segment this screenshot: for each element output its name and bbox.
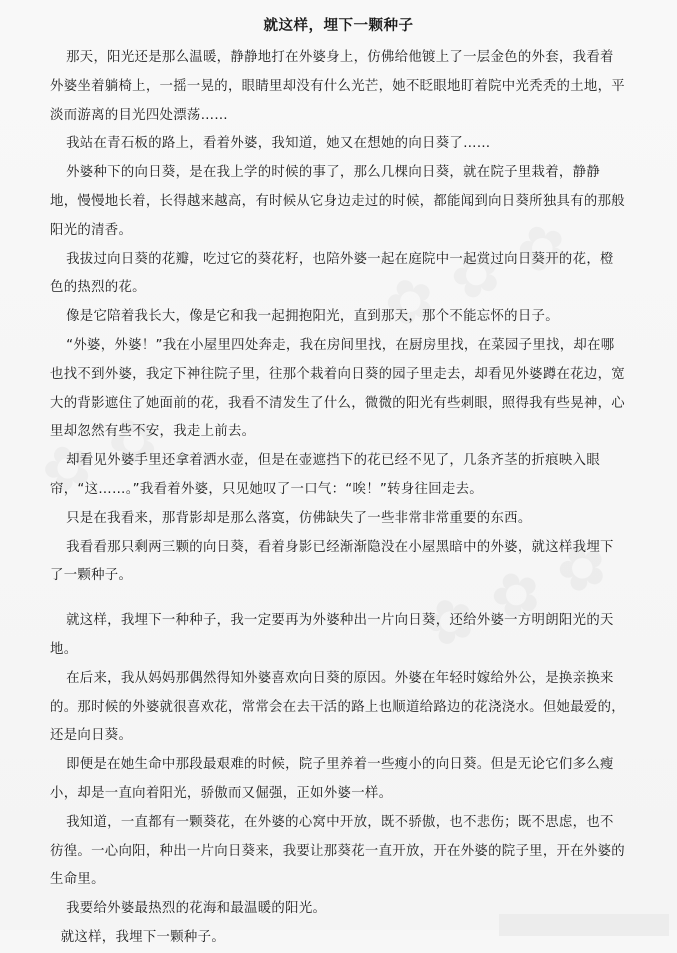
paragraph: 我拔过向日葵的花瓣，吃过它的葵花籽，也陪外婆一起在庭院中一起赏过向日葵开的花，橙色的热烈的花。	[50, 251, 614, 296]
paragraph: 只是在我看来，那背影却是那么落寞，仿佛缺失了一些非常非常重要的东西。	[66, 510, 532, 526]
paragraph: “外婆，外婆！”我在小屋里四处奔走，我在房间里找，在厨房里找，在菜园子里找，却在哪也找不到外婆，我定下神往院子里，往那个栽着向日葵的园子里走去，却看见外婆蹲在花边，宽大的背影遮住了她面前的花，我看不清发生了什么，微微的阳光有些刺眼，照得我有些晃神，心里却忽然有些不安，我走上前去。	[50, 337, 626, 440]
paragraph: 我要给外婆最热烈的花海和最温暖的阳光。	[66, 901, 327, 917]
document-body	[50, 44, 625, 953]
document-title: 就这样，埋下一颗种子	[263, 18, 414, 34]
paragraph: 那天，阳光还是那么温暖，静静地打在外婆身上，仿佛给他镀上了一层金色的外套，我看着外婆坐着躺椅上，一摇一晃的，眼睛里却没有什么光芒，她不眨眼地盯着院中光秃秃的土地，平淡而游离的目光四处漂荡……	[50, 50, 626, 123]
paragraph: 就这样，我埋下一颗种子。	[60, 929, 226, 945]
corner-logo-fragment	[499, 914, 669, 936]
paragraph: 即便是在她生命中那段最艰难的时候，院子里养着一些瘦小的向日葵。但是无论它们多么瘦小，却是一直向着阳光，骄傲而又倔强，正如外婆一样。	[50, 757, 614, 801]
paragraph: 我站在青石板的路上，看着外婆，我知道，她又在想她的向日葵了……	[66, 136, 491, 152]
paragraph: 外婆种下的向日葵，是在我上学的时候的事了，那么几棵向日葵，就在院子里栽着，静静地，慢慢地长着，长得越来越高，有时候从它身边走过的时候，都能闻到向日葵所独具有的那般阳光的清香。	[50, 165, 626, 238]
paragraph: 却看见外婆手里还拿着洒水壶，但是在壶遮挡下的花已经不见了，几条齐茎的折痕映入眼帘，“这……。”我看着外婆，只见她叹了一口气：“唉！”转身往回走去。	[50, 453, 601, 497]
paragraph: 像是它陪着我长大，像是它和我一起拥抱阳光，直到那天，那个不能忘怀的日子。	[66, 309, 559, 325]
paragraph: 我看看那只剩两三颗的向日葵，看着身影已经渐渐隐没在小屋黑暗中的外婆，就这样我埋下了一颗种子。	[50, 539, 614, 584]
paragraph: 我知道，一直都有一颗葵花，在外婆的心窝中开放，既不骄傲，也不悲伤；既不思虑，也不彷徨。一心向阳，种出一片向日葵来，我要让那葵花一直开放，开在外婆的院子里，开在外婆的生命里。	[50, 814, 626, 888]
paragraph: 就这样，我埋下一种种子，我一定要再为外婆种出一片向日葵，还给外婆一方明朗阳光的天地。	[50, 613, 614, 657]
paragraph: 在后来，我从妈妈那偶然得知外婆喜欢向日葵的原因。外婆在年轻时嫁给外公，是换亲换来的。那时候的外婆就很喜欢花，常常会在去干活的路上也顺道给路边的花浇浇水。但她最爱的，还是向日葵。	[50, 670, 626, 744]
